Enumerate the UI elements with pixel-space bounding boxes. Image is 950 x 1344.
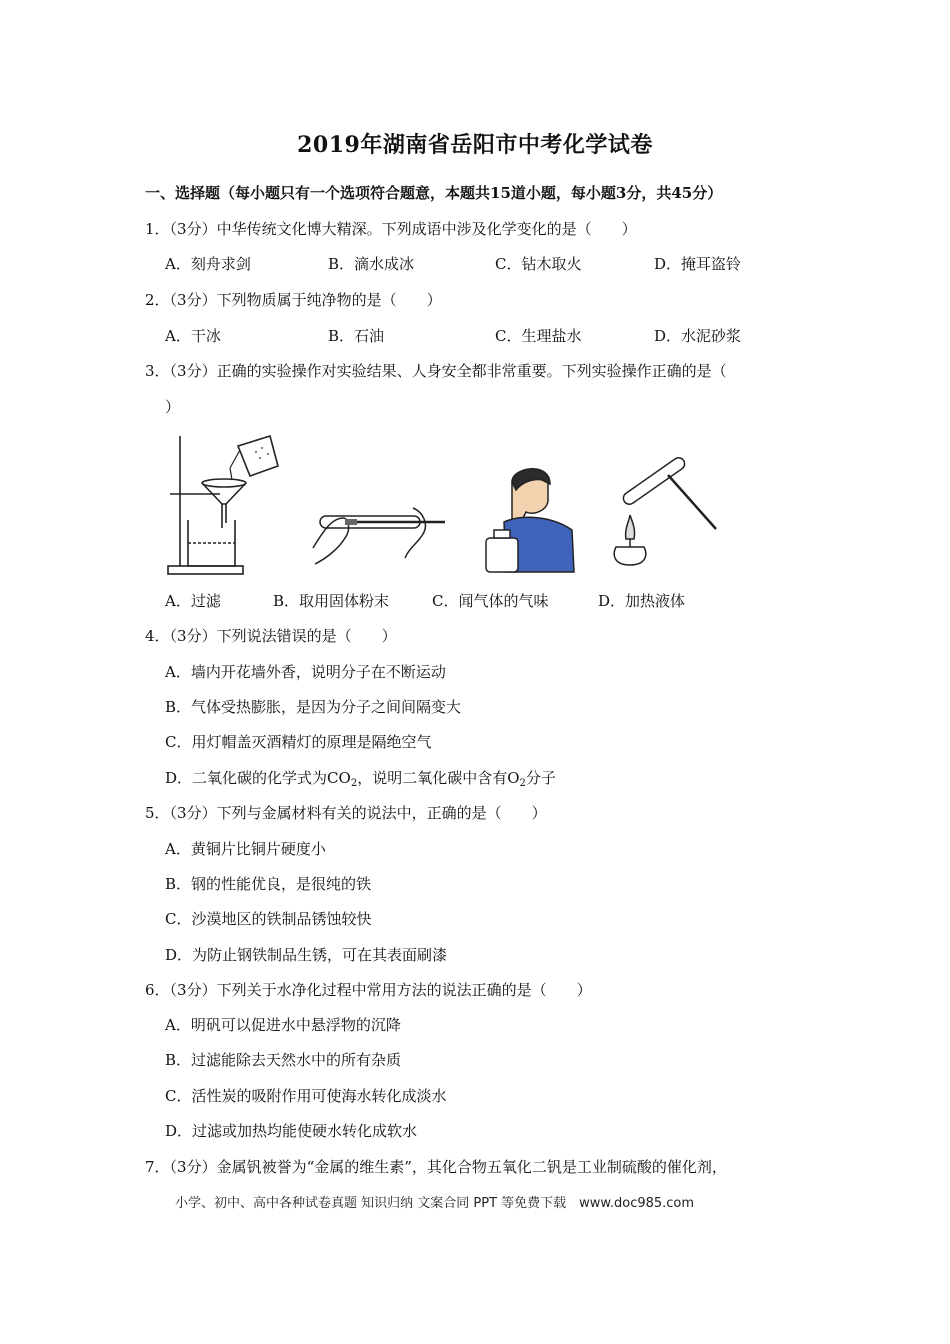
question-3-stem-cont: ） bbox=[165, 398, 181, 416]
question-3-option-a: A．过滤 bbox=[165, 592, 221, 610]
question-6-stem: 6．（3分）下列关于水净化过程中常用方法的说法正确的是（ ） bbox=[145, 981, 592, 999]
question-1-option-c: C．钻木取火 bbox=[495, 255, 582, 273]
question-3-option-c: C．闻气体的气味 bbox=[432, 592, 549, 610]
page-title: 2019年湖南省岳阳市中考化学试卷 bbox=[297, 132, 653, 158]
question-5-stem: 5．（3分）下列与金属材料有关的说法中，正确的是（ ） bbox=[145, 804, 547, 822]
heating-liquid-figure bbox=[598, 455, 723, 575]
question-1-stem: 1．（3分）中华传统文化博大精深。下列成语中涉及化学变化的是（ ） bbox=[145, 220, 637, 238]
filtration-figure bbox=[160, 428, 285, 578]
question-6-option-d: D．过滤或加热均能使硬水转化成软水 bbox=[165, 1122, 418, 1140]
question-6-option-a: A．明矾可以促进水中悬浮物的沉降 bbox=[165, 1016, 401, 1034]
question-3-stem: 3．（3分）正确的实验操作对实验结果、人身安全都非常重要。下列实验操作正确的是（ bbox=[145, 362, 727, 380]
question-5-option-a: A．黄铜片比铜片硬度小 bbox=[165, 840, 326, 858]
question-2-option-d: D．水泥砂浆 bbox=[654, 327, 742, 345]
question-5-option-d: D．为防止钢铁制品生锈，可在其表面刷漆 bbox=[165, 946, 448, 964]
question-4-stem: 4．（3分）下列说法错误的是（ ） bbox=[145, 627, 397, 645]
question-2-option-b: B．石油 bbox=[328, 327, 385, 345]
question-6-option-c: C．活性炭的吸附作用可使海水转化成淡水 bbox=[165, 1087, 447, 1105]
question-4-option-b: B．气体受热膨胀，是因为分子之间间隔变大 bbox=[165, 698, 462, 716]
question-5-option-b: B．钢的性能优良，是很纯的铁 bbox=[165, 875, 372, 893]
question-7-stem: 7．（3分）金属钒被誉为“金属的维生素”，其化合物五氧化二钒是工业制硫酸的催化剂， bbox=[145, 1158, 727, 1176]
footer-note: 小学、初中、高中各种试卷真题 知识归纳 文案合同 PPT 等免费下载 www.doc985.com bbox=[175, 1196, 695, 1211]
question-6-option-b: B．过滤能除去天然水中的所有杂质 bbox=[165, 1051, 402, 1069]
question-2-option-a: A．干冰 bbox=[165, 327, 221, 345]
question-2-stem: 2．（3分）下列物质属于纯净物的是（ ） bbox=[145, 291, 442, 309]
smelling-gas-figure bbox=[482, 460, 577, 575]
question-1-option-a: A．刻舟求剑 bbox=[165, 255, 251, 273]
question-4-option-a: A．墙内开花墙外香，说明分子在不断运动 bbox=[165, 663, 446, 681]
section-heading: 一、选择题（每小题只有一个选项符合题意，本题共15道小题，每小题3分，共45分） bbox=[145, 184, 723, 202]
question-1-option-d: D．掩耳盗铃 bbox=[654, 255, 742, 273]
question-3-option-d: D．加热液体 bbox=[598, 592, 686, 610]
powder-tube-figure bbox=[305, 488, 455, 568]
question-2-option-c: C．生理盐水 bbox=[495, 327, 582, 345]
question-4-option-c: C．用灯帽盖灭酒精灯的原理是隔绝空气 bbox=[165, 733, 432, 751]
question-5-option-c: C．沙漠地区的铁制品锈蚀较快 bbox=[165, 910, 372, 928]
question-1-option-b: B．滴水成冰 bbox=[328, 255, 415, 273]
question-3-option-b: B．取用固体粉末 bbox=[273, 592, 390, 610]
question-4-option-d: D．二氧化碳的化学式为$CO_2$，说明二氧化碳中含有$O_2$分子 bbox=[165, 769, 556, 789]
